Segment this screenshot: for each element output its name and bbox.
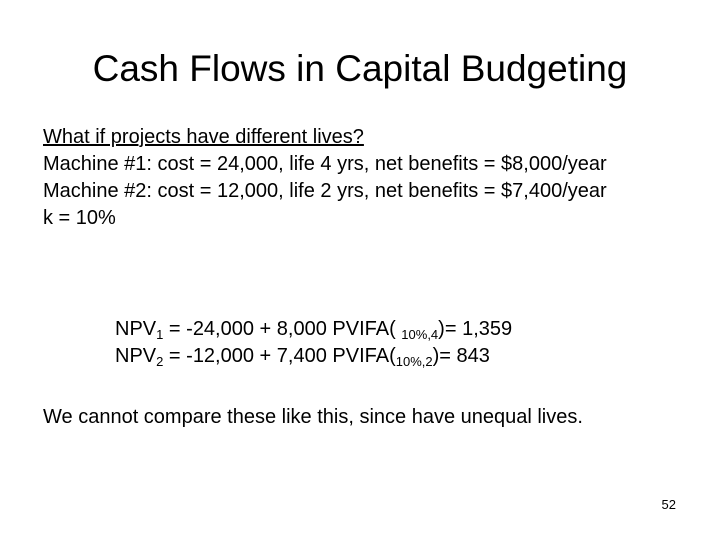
conclusion-text: We cannot compare these like this, since have unequal lives. bbox=[43, 406, 583, 428]
npv-2-subscript: 2 bbox=[156, 354, 164, 369]
npv-1-subscript: 1 bbox=[156, 327, 164, 342]
slide-body bbox=[43, 124, 663, 232]
npv-2-result: )= 843 bbox=[432, 345, 490, 367]
page-number: 52 bbox=[661, 497, 676, 512]
npv-1-label: NPV bbox=[115, 318, 157, 340]
npv-2-equation bbox=[115, 343, 512, 370]
npv-1-result: )= 1,359 bbox=[438, 318, 513, 340]
machine-1-text: Machine #1: cost = 24,000, life 4 yrs, net benefits = $8,000/year bbox=[43, 153, 607, 175]
slide-title: Cash Flows in Capital Budgeting bbox=[92, 48, 628, 89]
npv-2-pvifa-args: 10%,2 bbox=[395, 354, 433, 369]
npv-1-equation bbox=[115, 316, 512, 343]
discount-rate-text: k = 10% bbox=[43, 207, 116, 229]
npv-2-label: NPV bbox=[115, 345, 157, 367]
machine-2-text: Machine #2: cost = 12,000, life 2 yrs, net benefits = $7,400/year bbox=[43, 180, 607, 202]
npv-1-formula: = -24,000 + 8,000 PVIFA( bbox=[163, 318, 402, 340]
npv-2-formula: = -12,000 + 7,400 PVIFA( bbox=[163, 345, 396, 367]
question-text: What if projects have different lives? bbox=[43, 126, 364, 148]
npv-1-pvifa-args: 10%,4 bbox=[401, 327, 439, 342]
npv-equations bbox=[115, 316, 512, 370]
